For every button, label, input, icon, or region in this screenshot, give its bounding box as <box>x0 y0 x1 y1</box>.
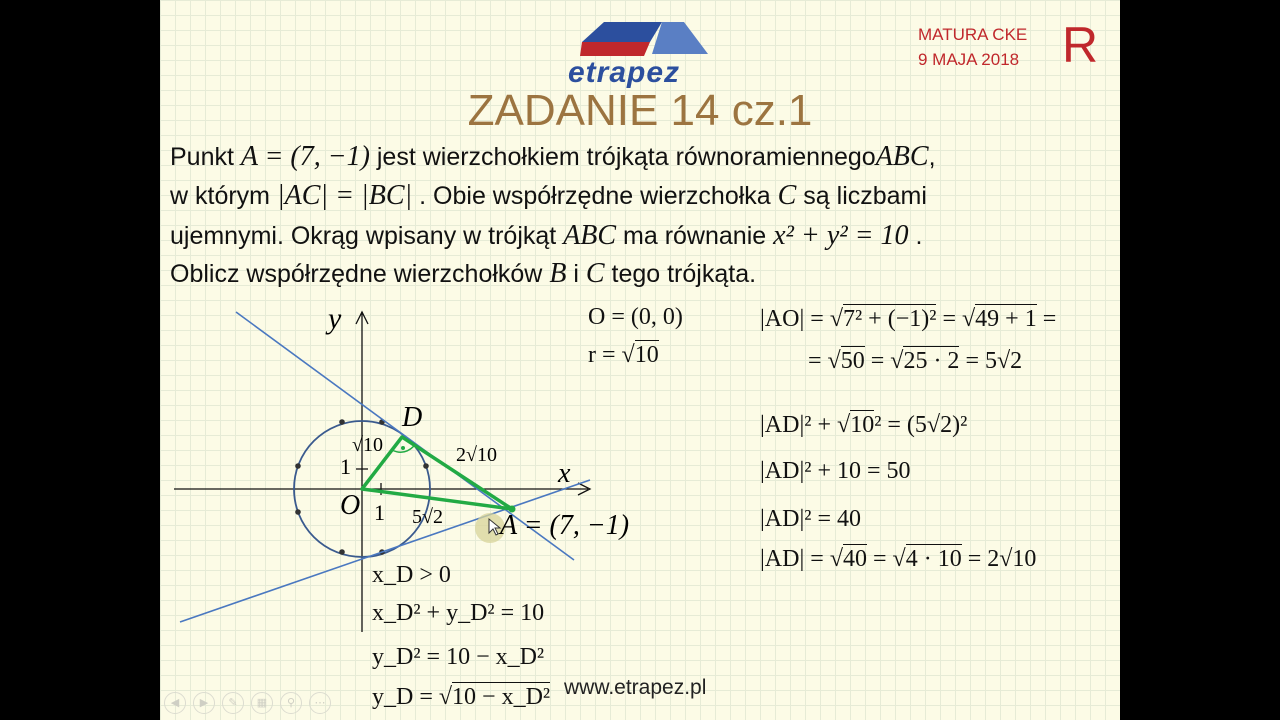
da-length-label: 2√10 <box>456 444 497 466</box>
origin-label: O <box>340 490 361 521</box>
brand-name: etrapez <box>568 56 681 89</box>
pen-icon[interactable]: ✎ <box>222 692 244 714</box>
xd-condition: x_D > 0 <box>372 562 451 588</box>
ao-equation-1: |AO| = √7² + (−1)² = √49 + 1 = <box>760 306 1057 332</box>
level-badge: R <box>1062 17 1099 73</box>
tick-y-label: 1 <box>340 454 351 479</box>
prev-slide-icon[interactable]: ◀ <box>164 692 186 714</box>
website-url: www.etrapez.pl <box>564 676 707 699</box>
zoom-icon[interactable]: ⚲ <box>280 692 302 714</box>
yd-squared-equation: y_D² = 10 − x_D² <box>372 644 545 670</box>
y-axis <box>356 312 368 632</box>
origin-equation: O = (0, 0) <box>588 304 683 330</box>
tick-x-label: 1 <box>374 500 385 525</box>
y-axis-label: y <box>328 302 342 335</box>
circle-equation-d: x_D² + y_D² = 10 <box>372 600 545 626</box>
slide-toolbar <box>164 692 338 714</box>
right-angle-dot <box>401 446 405 450</box>
exam-info <box>918 22 1027 72</box>
page-title: ZADANIE 14 cz.1 <box>467 86 813 135</box>
exam-line2: 9 MAJA 2018 <box>918 50 1020 69</box>
etrapez-logo-icon <box>580 18 710 58</box>
radius-equation: r = √10 <box>588 342 659 368</box>
slides-icon[interactable]: ▦ <box>251 692 273 714</box>
slide <box>160 0 1120 720</box>
ad-equation-2: |AD|² + 10 = 50 <box>760 458 911 484</box>
task-line-1: Punkt A = (7, −1) jest wierzchołkiem trójkąta równoramiennegoABC, <box>170 141 936 172</box>
point-a-label: A = (7, −1) <box>500 510 630 541</box>
oa-length-label: 5√2 <box>412 506 443 528</box>
point-d-label: D <box>402 402 423 433</box>
task-line-4: Oblicz współrzędne wierzchołków B i C tego trójkąta. <box>170 258 757 289</box>
ad-equation-4: |AD| = √40 = √4 · 10 = 2√10 <box>760 546 1037 572</box>
yd-equation: y_D = √10 − x_D² <box>372 684 551 710</box>
task-line-2: w którym |AC| = |BC| . Obie współrzędne wierzchołka C są liczbami <box>170 180 927 211</box>
ao-equation-2: = √50 = √25 · 2 = 5√2 <box>808 348 1023 374</box>
od-length-label: √10 <box>352 434 383 456</box>
ad-equation-1: |AD|² + √10² = (5√2)² <box>760 412 968 438</box>
ad-equation-3: |AD|² = 40 <box>760 506 862 532</box>
more-icon[interactable]: ⋯ <box>309 692 331 714</box>
task-line-3: ujemnymi. Okrąg wpisany w trójkąt ABC ma równanie x² + y² = 10 . <box>170 220 923 251</box>
x-axis-label: x <box>558 458 571 489</box>
next-slide-icon[interactable]: ▶ <box>193 692 215 714</box>
exam-line1: MATURA CKE <box>918 25 1028 44</box>
